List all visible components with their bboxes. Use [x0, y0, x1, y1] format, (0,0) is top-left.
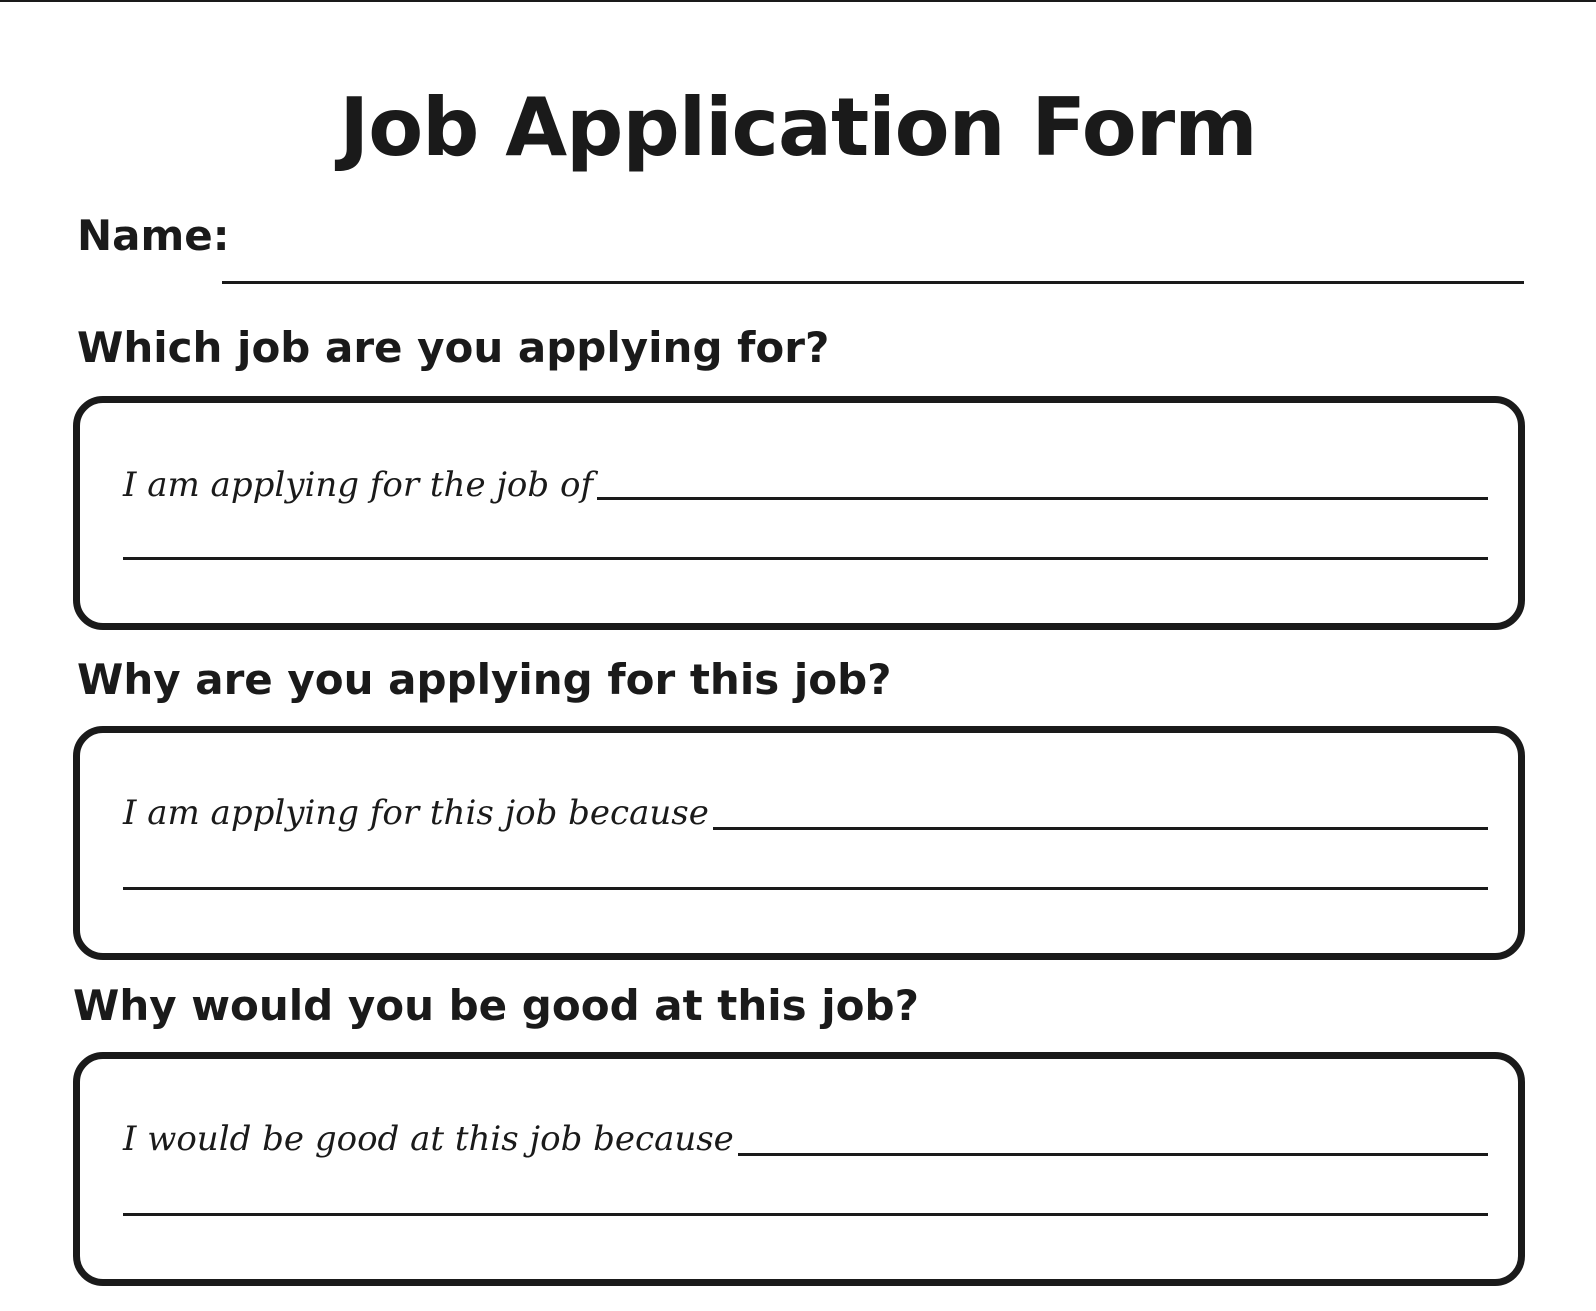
sentence-starter: I am applying for the job of: [123, 465, 597, 505]
name-field-line[interactable]: [222, 281, 1524, 284]
answer-box-which-job: [73, 396, 1525, 630]
sentence-starter: I am applying for this job because: [123, 793, 713, 833]
form-title: Job Application Form: [339, 81, 1257, 174]
question-why-applying: Why are you applying for this job?: [77, 655, 892, 704]
writing-line[interactable]: [123, 887, 1488, 890]
question-which-job: Which job are you applying for?: [77, 323, 830, 372]
writing-line[interactable]: [123, 1213, 1488, 1216]
question-why-good: Why would you be good at this job?: [73, 981, 919, 1030]
writing-line[interactable]: [123, 557, 1488, 560]
top-border-rule: [0, 0, 1596, 2]
answer-box-why-applying: [73, 726, 1525, 960]
answer-box-why-good: [73, 1052, 1525, 1286]
name-label: Name:: [77, 211, 230, 260]
sentence-starter: I would be good at this job because: [123, 1119, 738, 1159]
